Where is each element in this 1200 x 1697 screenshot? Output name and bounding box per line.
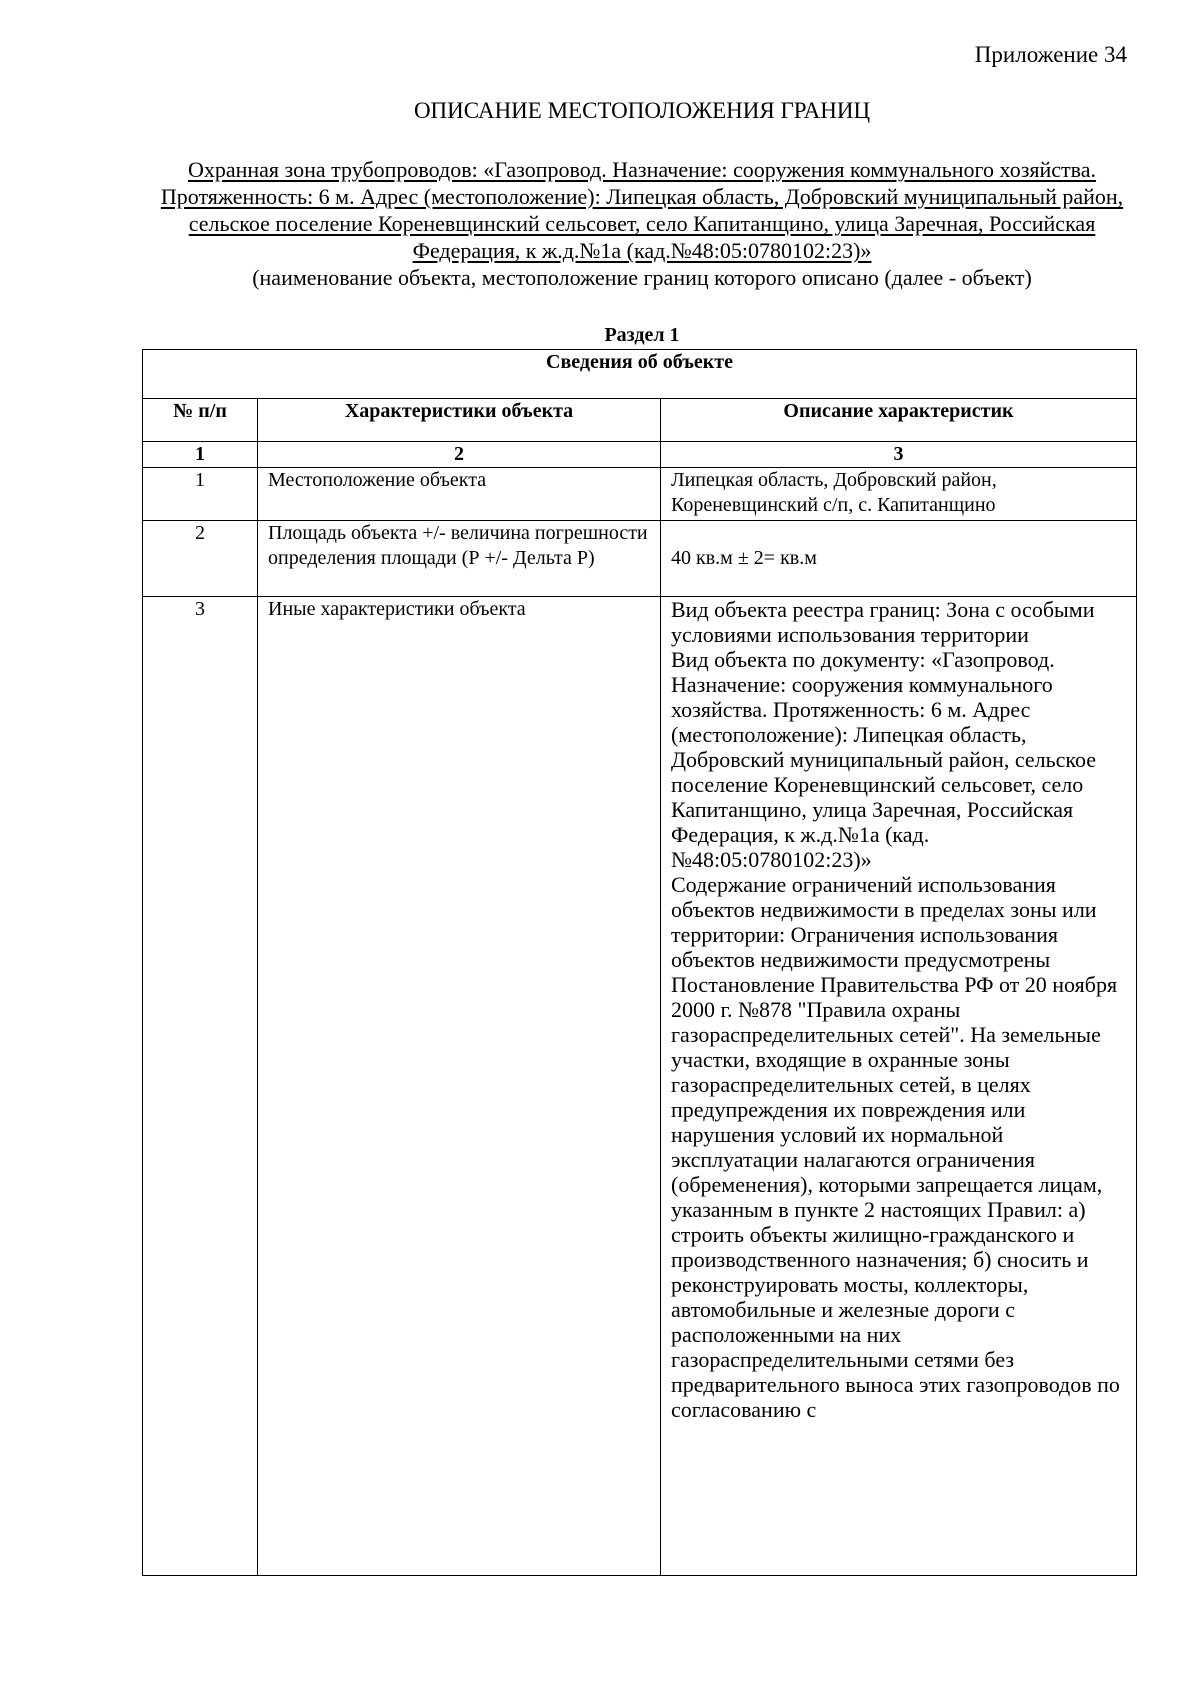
column-header-description: Описание характеристик — [661, 399, 1137, 442]
appendix-label: Приложение 34 — [974, 42, 1127, 67]
row-number: 3 — [143, 597, 258, 1576]
row-description: 40 кв.м ± 2= кв.м — [661, 521, 1137, 597]
section-title: Раздел 1 — [604, 324, 680, 346]
table-row — [143, 468, 1137, 521]
row-characteristic: Иные характеристики объекта — [258, 597, 661, 1576]
object-name-block — [142, 156, 1142, 291]
column-header-characteristic: Характеристики объекта — [258, 399, 661, 442]
row-number: 2 — [143, 521, 258, 597]
object-name: Охранная зона трубопроводов: «Газопровод. Назначение: сооружения коммунального хозяйства. Протяженность: 6 м. Адрес (местоположение): Липецкая область, Добровский муниципальный район, сельское поселение Кореневщинский сельсовет, село Капитанщино, улица Заречная, Российская Федерация, к ж.д.№1а (кад.№48:05:0780102:23)» — [160, 157, 1124, 263]
row-characteristic: Площадь объекта +/- величина погрешности определения площади (Р +/- Дельта Р) — [258, 521, 661, 597]
table-row — [143, 597, 1137, 1576]
column-number-2: 2 — [258, 442, 661, 468]
table-caption: Сведения об объекте — [143, 350, 1137, 399]
table-caption-row — [143, 350, 1137, 399]
table-header-row — [143, 399, 1137, 442]
column-header-number: № п/п — [143, 399, 258, 442]
row-characteristic: Местоположение объекта — [258, 468, 661, 521]
object-name-caption: (наименование объекта, местоположение границ которого описано (далее - объект) — [252, 265, 1032, 290]
column-number-3: 3 — [661, 442, 1137, 468]
row-number: 1 — [143, 468, 258, 521]
column-numbers-row — [143, 442, 1137, 468]
column-number-1: 1 — [143, 442, 258, 468]
table-row — [143, 521, 1137, 597]
row-description: Липецкая область, Добровский район, Кореневщинский с/п, с. Капитанщино — [661, 468, 1137, 521]
object-info-table — [142, 349, 1137, 1576]
row-description: Вид объекта реестра границ: Зона с особыми условиями использования территории Вид объекта по документу: «Газопровод. Назначение: сооружения коммунального хозяйства. Протяженность: 6 м. Адрес (местоположение): Липецкая область, Добровский муниципальный район, сельское поселение Кореневщинский сельсовет, село Капитанщино, улица Заречная, Российская Федерация, к ж.д.№1а (кад.№48:05:0780102:23)» Содержание ограничений использования объектов недвижимости в пределах зоны или территории: Ограничения использования объектов недвижимости предусмотрены Постановление Правительства РФ от 20 ноября 2000 г. №878 "Правила охраны газораспределительных сетей". На земельные участки, входящие в охранные зоны газораспределительных сетей, в целях предупреждения их повреждения или нарушения условий их нормальной эксплуатации налагаются ограничения (обременения), которыми запрещается лицам, указанным в пункте 2 настоящих Правил: а) строить объекты жилищно-гражданского и производственного назначения; б) сносить и реконструировать мосты, коллекторы, автомобильные и железные дороги с расположенными на них газораспределительными сетями без предварительного выноса этих газопроводов по согласованию с — [661, 597, 1137, 1576]
document-title: ОПИСАНИЕ МЕСТОПОЛОЖЕНИЯ ГРАНИЦ — [413, 98, 871, 123]
